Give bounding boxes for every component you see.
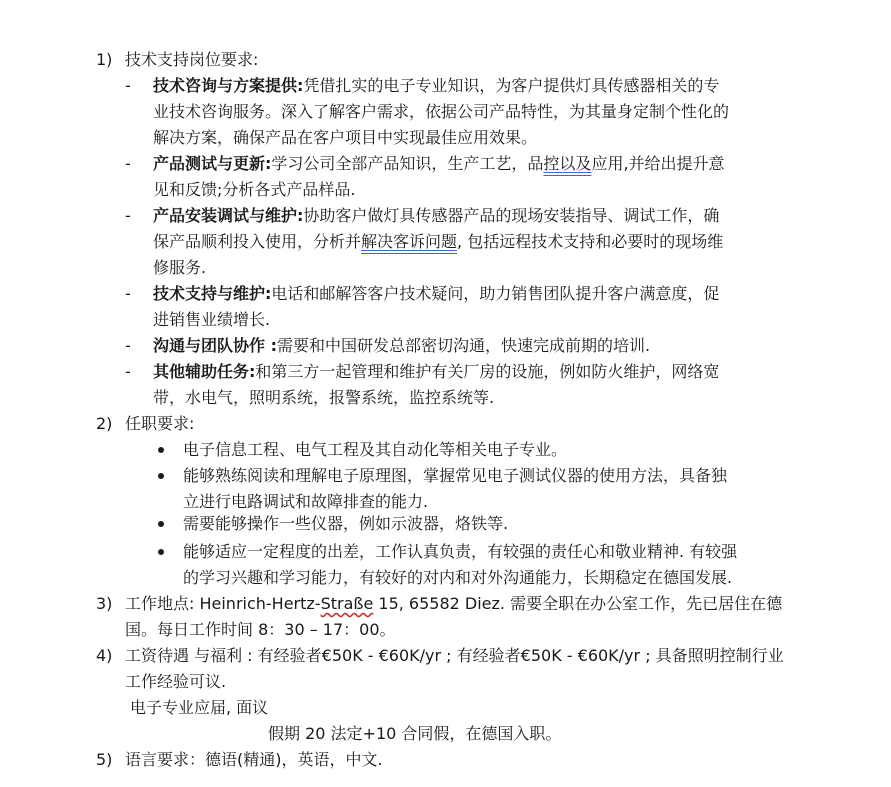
bullet-icon bbox=[158, 549, 164, 555]
section-number: 3) bbox=[96, 594, 113, 613]
item-text: 电话和邮解答客户技术疑问，助力销售团队提升客户满意度，促 bbox=[271, 284, 720, 303]
dash-marker: - bbox=[125, 206, 131, 225]
item-text: 协助客户做灯具传感器产品的现场安装指导、调试工作，确 bbox=[303, 206, 720, 225]
holiday-note: 假期 20 法定+10 合同假，在德国入职。 bbox=[268, 724, 562, 743]
dash-marker: - bbox=[125, 336, 131, 355]
item-text: , 包括远程技术支持和必要时的现场维 bbox=[457, 232, 724, 251]
section-number: 5) bbox=[96, 750, 113, 769]
item-text: 和第三方一起管理和维护有关厂房的设施，例如防火维护，网络宽 bbox=[255, 362, 720, 381]
item-text: 15, 65582 Diez. 需要全职在办公室工作，先已居住在德 bbox=[373, 594, 783, 613]
item-text: 凭借扎实的电子专业知识，为客户提供灯具传感器相关的专 bbox=[303, 76, 720, 95]
list-item: 立进行电路调试和故障排查的能力. bbox=[183, 492, 429, 511]
item-text: 带，水电气，照明系统，报警系统，监控系统等. bbox=[153, 388, 495, 407]
graduate-note: 电子专业应届, 面议 bbox=[130, 698, 269, 717]
list-item: 能够熟练阅读和理解电子原理图，掌握常见电子测试仪器的使用方法，具备独 bbox=[183, 466, 728, 485]
item-label: 产品安装调试与维护: bbox=[153, 206, 304, 225]
item-text: 修服务. bbox=[153, 258, 207, 277]
grammar-flag: 控以及 bbox=[543, 154, 592, 173]
item-text: 进销售业绩增长. bbox=[153, 310, 271, 329]
item-text: 业技术咨询服务。深入了解客户需求，依据公司产品特性，为其量身定制个性化的 bbox=[153, 102, 730, 121]
dash-marker: - bbox=[125, 362, 131, 381]
list-item: 电子信息工程、电气工程及其自动化等相关电子专业。 bbox=[183, 440, 568, 459]
salary-text: 工资待遇 与福利 : 有经验者€50K - €60K/yr ; 有经验者€50K - €60K/yr ; 具备照明控制行业 bbox=[125, 646, 784, 665]
list-item bbox=[153, 281, 719, 307]
list-item bbox=[153, 151, 725, 177]
item-text: 保产品顺利投入使用，分析并 bbox=[153, 232, 362, 251]
item-label: 技术支持与维护: bbox=[153, 284, 272, 303]
work-hours: 国。每日工作时间 8：30 – 17：00。 bbox=[125, 620, 396, 639]
grammar-flag: 解决客诉问题 bbox=[361, 232, 458, 251]
item-text: 解决方案，确保产品在客户项目中实现最佳应用效果。 bbox=[153, 128, 538, 147]
spell-flag: Straße bbox=[320, 594, 374, 613]
item-text: 应用,并给出提升意 bbox=[591, 154, 725, 173]
list-item: 能够适应一定程度的出差，工作认真负责，有较强的责任心和敬业精神. 有较强 bbox=[183, 542, 738, 561]
section-title: 任职要求: bbox=[125, 414, 195, 433]
bullet-icon bbox=[158, 473, 164, 479]
list-item bbox=[153, 359, 719, 385]
bullet-icon bbox=[158, 447, 164, 453]
salary-text: 工作经验可议. bbox=[125, 672, 227, 691]
item-text: 需要和中国研发总部密切沟通，快速完成前期的培训. bbox=[276, 336, 651, 355]
bullet-icon bbox=[158, 521, 164, 527]
dash-marker: - bbox=[125, 154, 131, 173]
item-label: 产品测试与更新: bbox=[153, 154, 272, 173]
list-item: 需要能够操作一些仪器，例如示波器，烙铁等. bbox=[183, 514, 509, 533]
section-number: 1) bbox=[96, 50, 113, 69]
section-title: 技术支持岗位要求: bbox=[125, 50, 259, 69]
work-location bbox=[125, 591, 782, 617]
item-text: 工作地点: Heinrich-Hertz- bbox=[125, 594, 321, 613]
language-requirement: 语言要求：德语(精通)，英语，中文. bbox=[125, 750, 383, 769]
item-label: 沟通与团队协作 : bbox=[153, 336, 277, 355]
item-text: 学习公司全部产品知识，生产工艺，品 bbox=[271, 154, 544, 173]
list-item: 的学习兴趣和学习能力，有较好的对内和对外沟通能力，长期稳定在德国发展. bbox=[183, 568, 733, 587]
section-number: 2) bbox=[96, 414, 113, 433]
dash-marker: - bbox=[125, 76, 131, 95]
dash-marker: - bbox=[125, 284, 131, 303]
item-text: 见和反馈;分析各式产品样品. bbox=[153, 180, 356, 199]
list-item bbox=[153, 73, 719, 99]
list-item bbox=[153, 333, 650, 359]
item-label: 其他辅助任务: bbox=[153, 362, 256, 381]
list-item bbox=[153, 203, 719, 229]
item-label: 技术咨询与方案提供: bbox=[153, 76, 304, 95]
item-text-row bbox=[153, 229, 723, 255]
section-number: 4) bbox=[96, 646, 113, 665]
